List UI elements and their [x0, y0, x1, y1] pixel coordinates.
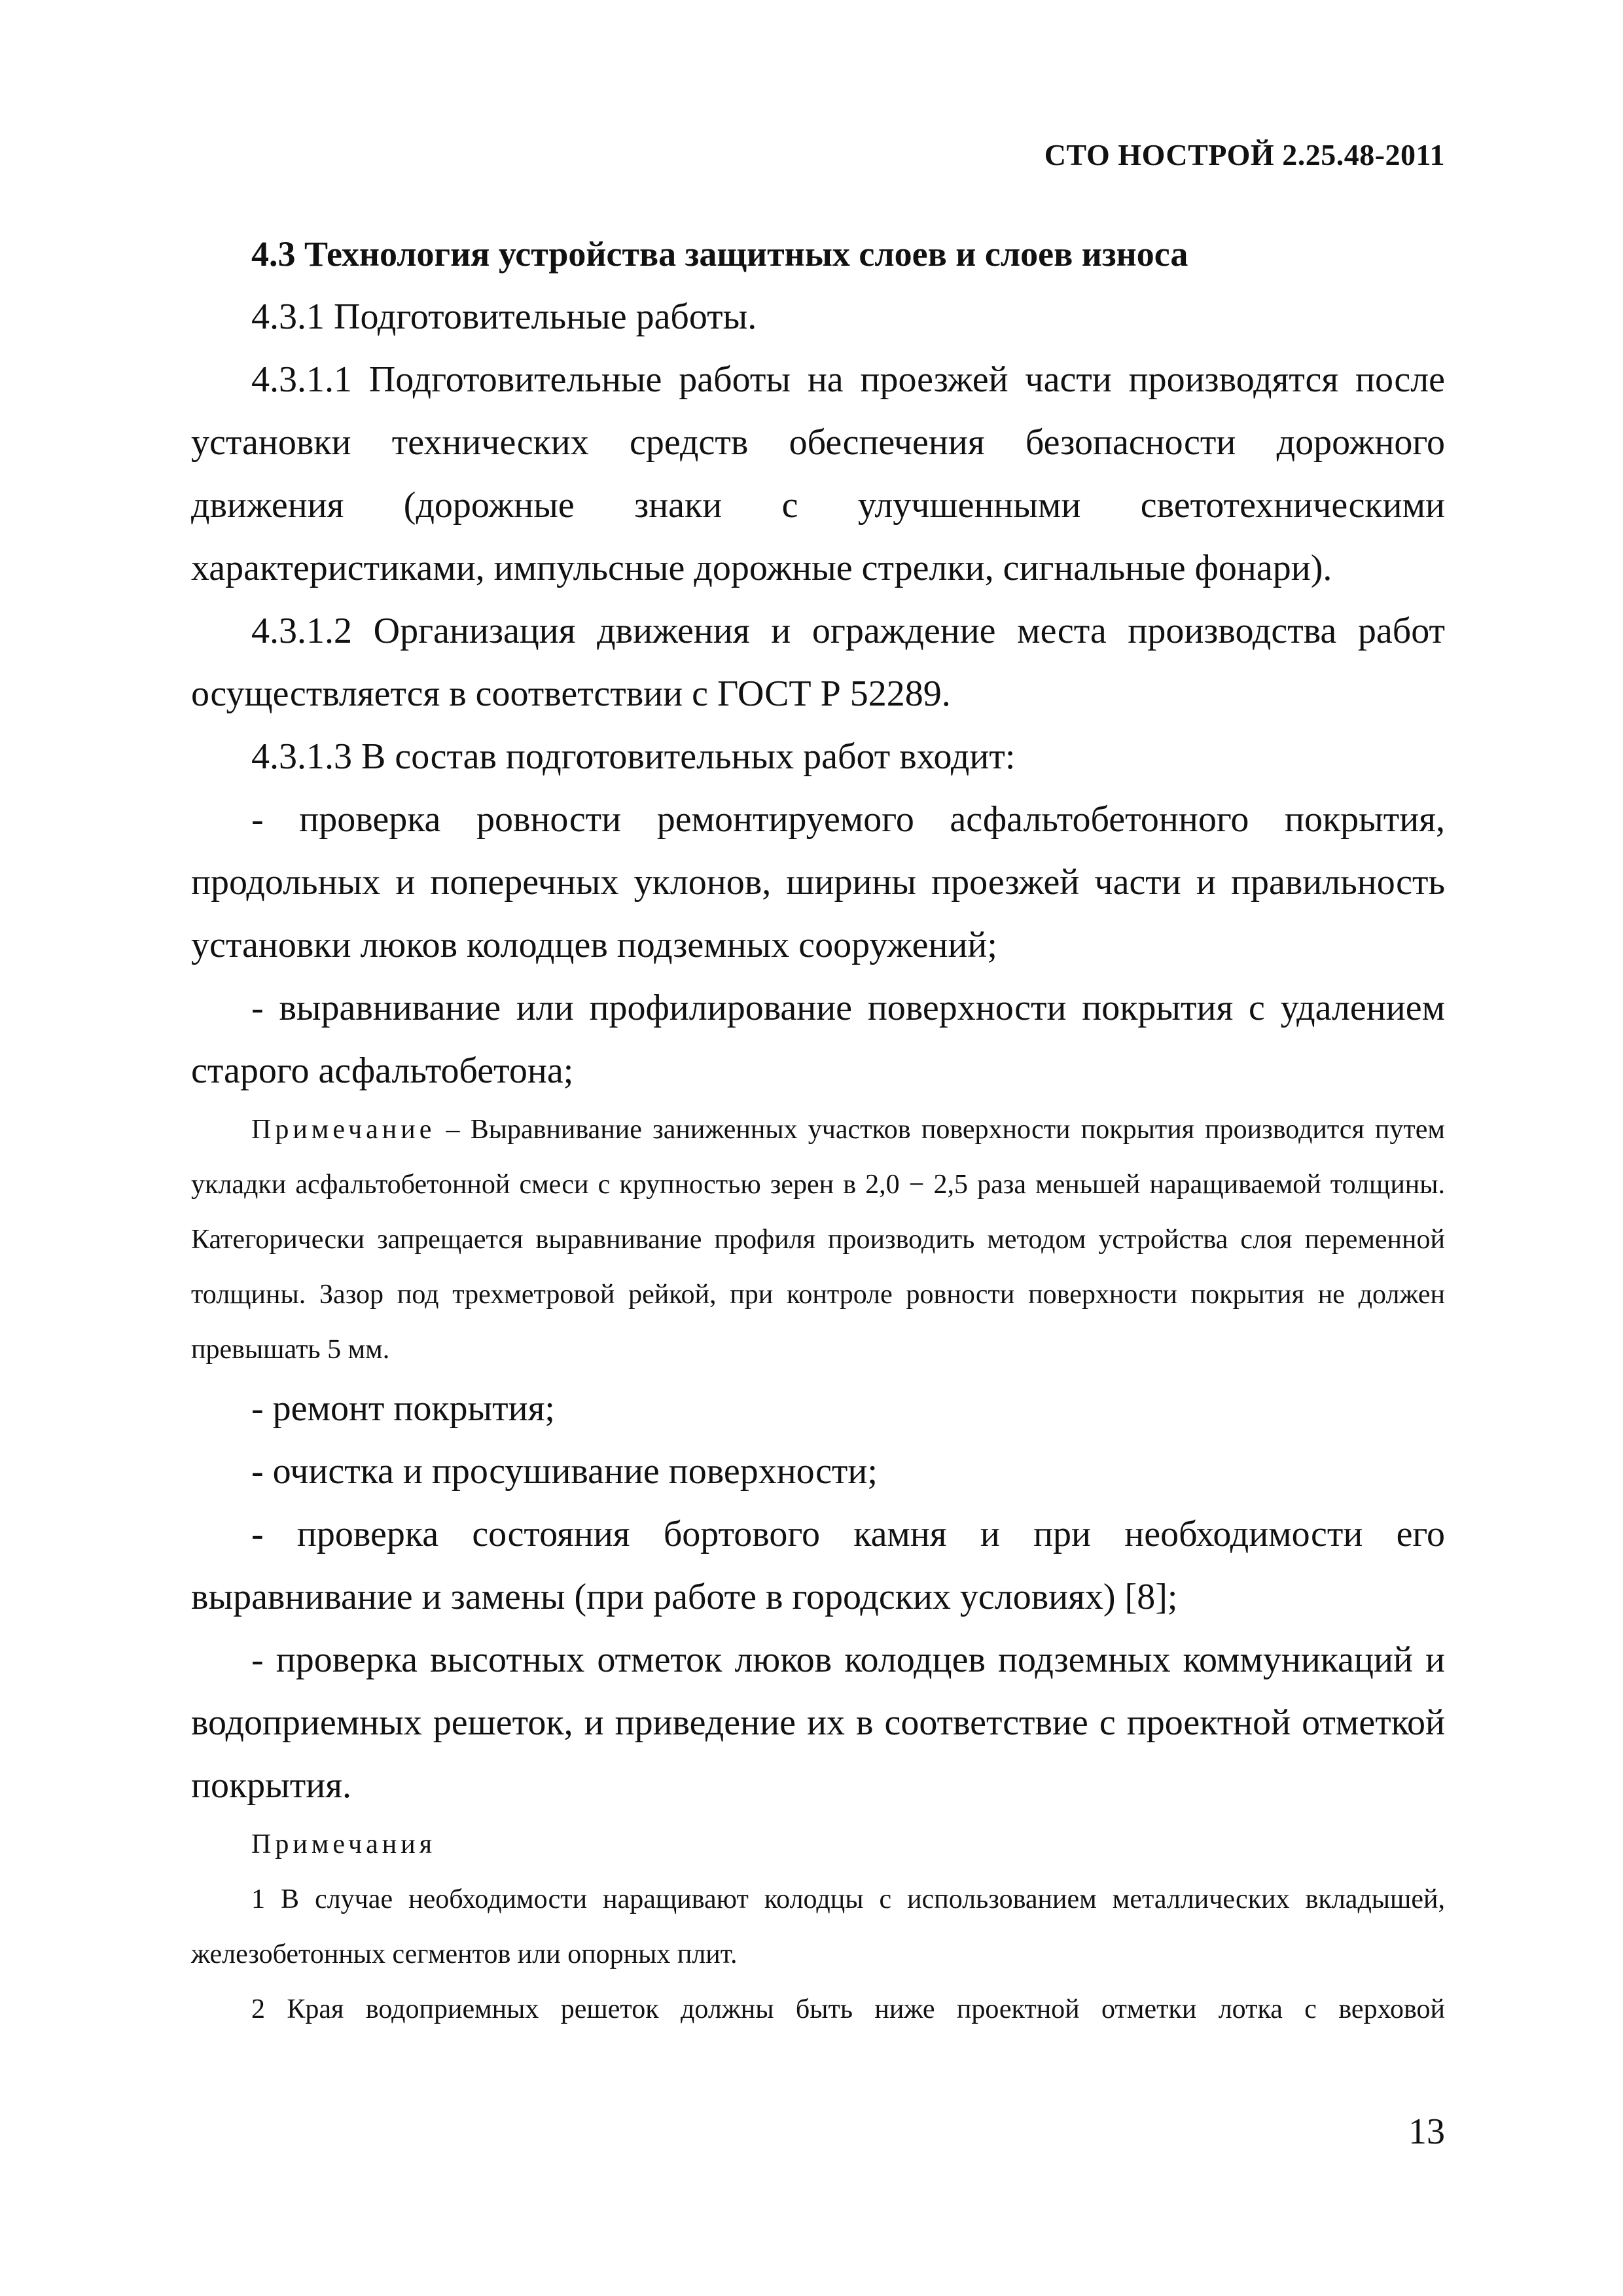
notes-title: Примечания	[251, 1829, 437, 1859]
note-label: Примечание	[251, 1115, 436, 1145]
list-item: - ремонт покрытия;	[251, 1388, 555, 1429]
document-body	[191, 223, 1445, 2037]
note-item-2: 2 Края водоприемных решеток должны быть ниже проектной отметки лотка с верховой	[251, 1994, 1445, 2024]
note-paragraph	[191, 1102, 1445, 1377]
paragraph-4-3-1-1: 4.3.1.1 Подготовительные работы на проезжей части производятся после установки технических средств обеспечения безопасности дорожного движения (дорожные знаки с улучшенными светотехническими характеристиками, импульсные дорожные стрелки, сигнальные фонари).	[191, 359, 1445, 588]
page-number: 13	[1408, 2111, 1445, 2152]
list-item: - проверка состояния бортового камня и при необходимости его выравнивание и замены (при работе в городских условиях) [8];	[191, 1514, 1445, 1617]
list-item: - выравнивание или профилирование поверхности покрытия с удалением старого асфальтобетона;	[191, 988, 1445, 1091]
list-item: - очистка и просушивание поверхности;	[251, 1451, 878, 1492]
section-heading: 4.3 Технология устройства защитных слоев и слоев износа	[251, 234, 1188, 274]
document-code-header: СТО НОСТРОЙ 2.25.48-2011	[1044, 138, 1445, 171]
note-item-1: 1 В случае необходимости наращивают колодцы с использованием металлических вкладышей, железобетонных сегментов или опорных плит.	[191, 1884, 1445, 1969]
paragraph-4-3-1-2: 4.3.1.2 Организация движения и ограждение места производства работ осуществляется в соответствии с ГОСТ Р 52289.	[191, 611, 1445, 714]
paragraph-4-3-1-3: 4.3.1.3 В состав подготовительных работ входит:	[251, 736, 1016, 777]
list-item: - проверка высотных отметок люков колодцев подземных коммуникаций и водоприемных решеток, и приведение их в соответствие с проектной отметкой покрытия.	[191, 1640, 1445, 1806]
list-item: - проверка ровности ремонтируемого асфальтобетонного покрытия, продольных и поперечных уклонов, ширины проезжей части и правильность установки люков колодцев подземных сооружений;	[191, 799, 1445, 965]
paragraph-4-3-1: 4.3.1 Подготовительные работы.	[251, 296, 757, 337]
note-text: – Выравнивание заниженных участков поверхности покрытия производится путем укладки асфальтобетонной смеси с крупностью зерен в 2,0 − 2,5 раза меньшей наращиваемой толщины. Категорически запрещается выравнивание профиля производить методом устройства слоя переменной толщины. Зазор под трехметровой рейкой, при контроле ровности поверхности покрытия не должен превышать 5 мм.	[191, 1115, 1445, 1365]
